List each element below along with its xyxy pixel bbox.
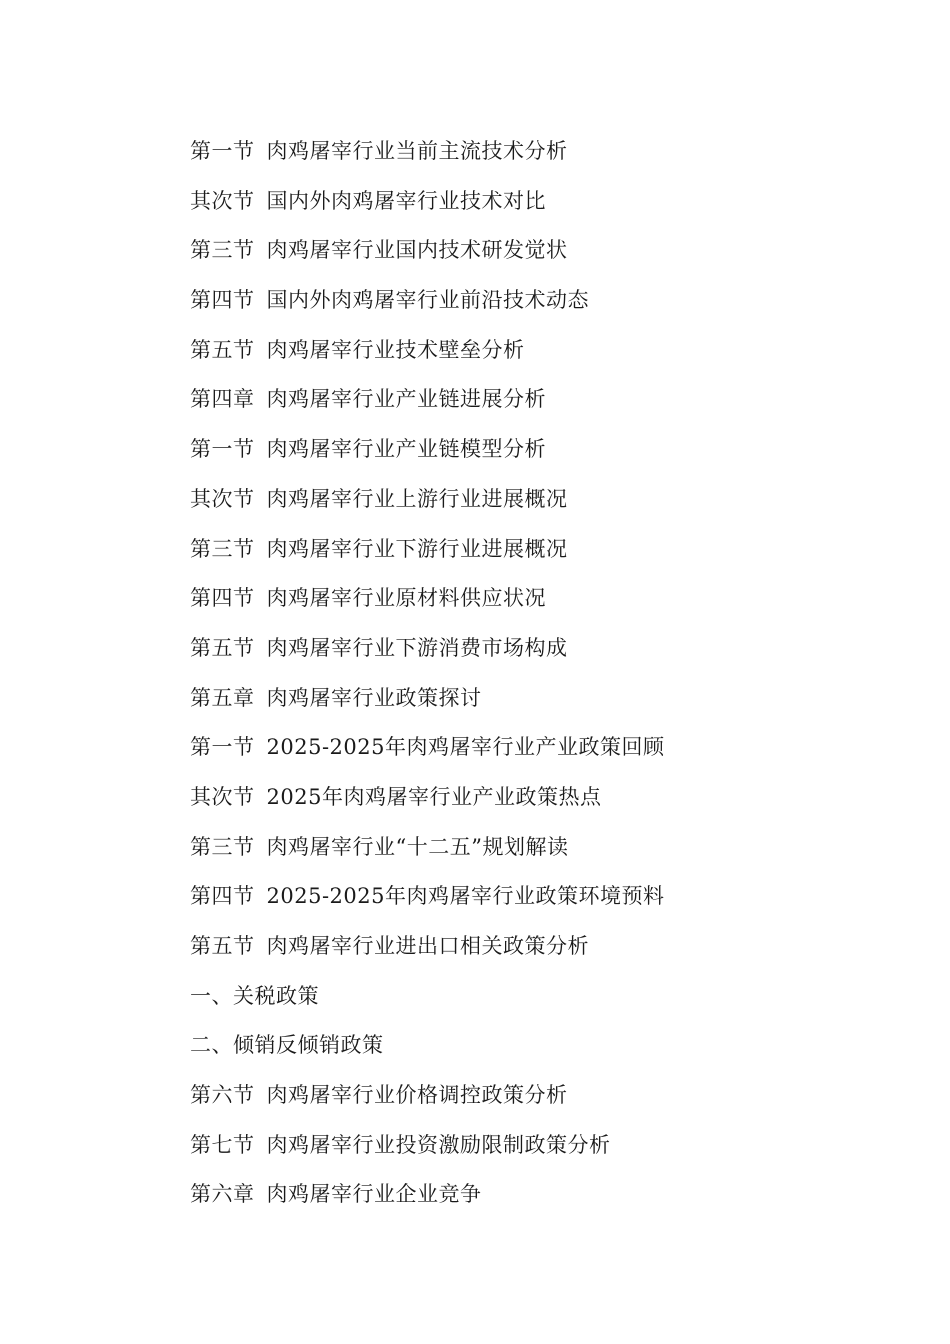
toc-entry [190, 779, 664, 829]
toc-section-title: 肉鸡屠宰行业产业链模型分析 [266, 437, 546, 462]
table-of-contents [190, 133, 664, 1226]
toc-subsection-entry [190, 1027, 664, 1077]
toc-chapter-title: 肉鸡屠宰行业产业链进展分析 [266, 387, 546, 412]
toc-entry [190, 481, 664, 531]
toc-entry [190, 729, 664, 779]
toc-entry [190, 829, 664, 879]
toc-entry [190, 1077, 664, 1127]
toc-section-label: 第四节 [190, 586, 255, 611]
toc-section-label: 其次节 [190, 486, 255, 511]
toc-section-title: 2025-2025年肉鸡屠宰行业政策环境预料 [266, 884, 665, 909]
toc-section-title: 国内外肉鸡屠宰行业技术对比 [266, 188, 546, 213]
toc-section-label: 其次节 [190, 188, 255, 213]
toc-section-title: 肉鸡屠宰行业技术壁垒分析 [266, 337, 525, 362]
toc-chapter-entry [190, 381, 664, 431]
toc-chapter-label: 第六章 [190, 1182, 255, 1207]
toc-section-title: 肉鸡屠宰行业上游行业进展概况 [266, 486, 568, 511]
toc-subsection-entry [190, 978, 664, 1028]
toc-entry [190, 580, 664, 630]
toc-section-title: 肉鸡屠宰行业进出口相关政策分析 [266, 934, 589, 958]
toc-section-label: 第五节 [190, 635, 255, 660]
toc-section-title: 肉鸡屠宰行业下游消费市场构成 [266, 635, 568, 660]
toc-section-label: 第七节 [190, 1132, 255, 1157]
toc-section-label: 第三节 [190, 536, 255, 561]
toc-entry [190, 531, 664, 581]
toc-section-title: 肉鸡屠宰行业原材料供应状况 [266, 586, 546, 611]
toc-chapter-label: 第五章 [190, 685, 255, 710]
toc-entry [190, 928, 664, 978]
toc-section-title: 肉鸡屠宰行业下游行业进展概况 [266, 536, 568, 561]
toc-section-label: 第六节 [190, 1083, 255, 1108]
toc-entry [190, 282, 664, 332]
toc-entry [190, 431, 664, 481]
toc-entry [190, 630, 664, 680]
toc-subsection-label: 二、倾销反倾销政策 [190, 1033, 384, 1058]
toc-entry [190, 232, 664, 282]
toc-section-title: 肉鸡屠宰行业国内技术研发觉状 [266, 238, 568, 263]
toc-section-title: 肉鸡屠宰行业投资激励限制政策分析 [266, 1132, 611, 1157]
toc-section-title: 肉鸡屠宰行业当前主流技术分析 [266, 139, 568, 163]
toc-chapter-title: 肉鸡屠宰行业企业竞争 [266, 1182, 482, 1207]
toc-entry [190, 1127, 664, 1177]
toc-section-label: 第三节 [190, 238, 255, 263]
toc-section-title: 国内外肉鸡屠宰行业前沿技术动态 [266, 288, 589, 313]
toc-section-title: 肉鸡屠宰行业价格调控政策分析 [266, 1083, 568, 1108]
toc-section-label: 其次节 [190, 784, 255, 809]
toc-entry [190, 133, 664, 183]
toc-section-title: 2025-2025年肉鸡屠宰行业产业政策回顾 [266, 735, 665, 760]
toc-section-label: 第四节 [190, 288, 255, 313]
toc-section-label: 第五节 [190, 337, 255, 362]
toc-section-label: 第一节 [190, 139, 255, 163]
toc-chapter-label: 第四章 [190, 387, 255, 412]
toc-chapter-entry [190, 680, 664, 730]
toc-section-label: 第三节 [190, 834, 255, 859]
toc-section-label: 第一节 [190, 735, 255, 760]
toc-entry [190, 878, 664, 928]
toc-chapter-title: 肉鸡屠宰行业政策探讨 [266, 685, 482, 710]
toc-section-label: 第一节 [190, 437, 255, 462]
toc-subsection-label: 一、关税政策 [190, 983, 319, 1008]
toc-section-title: 2025年肉鸡屠宰行业产业政策热点 [266, 784, 602, 809]
toc-section-label: 第五节 [190, 934, 255, 958]
toc-entry [190, 332, 664, 382]
toc-section-title: 肉鸡屠宰行业“十二五”规划解读 [266, 834, 569, 859]
toc-chapter-entry [190, 1176, 664, 1226]
toc-entry [190, 183, 664, 233]
toc-section-label: 第四节 [190, 884, 255, 909]
